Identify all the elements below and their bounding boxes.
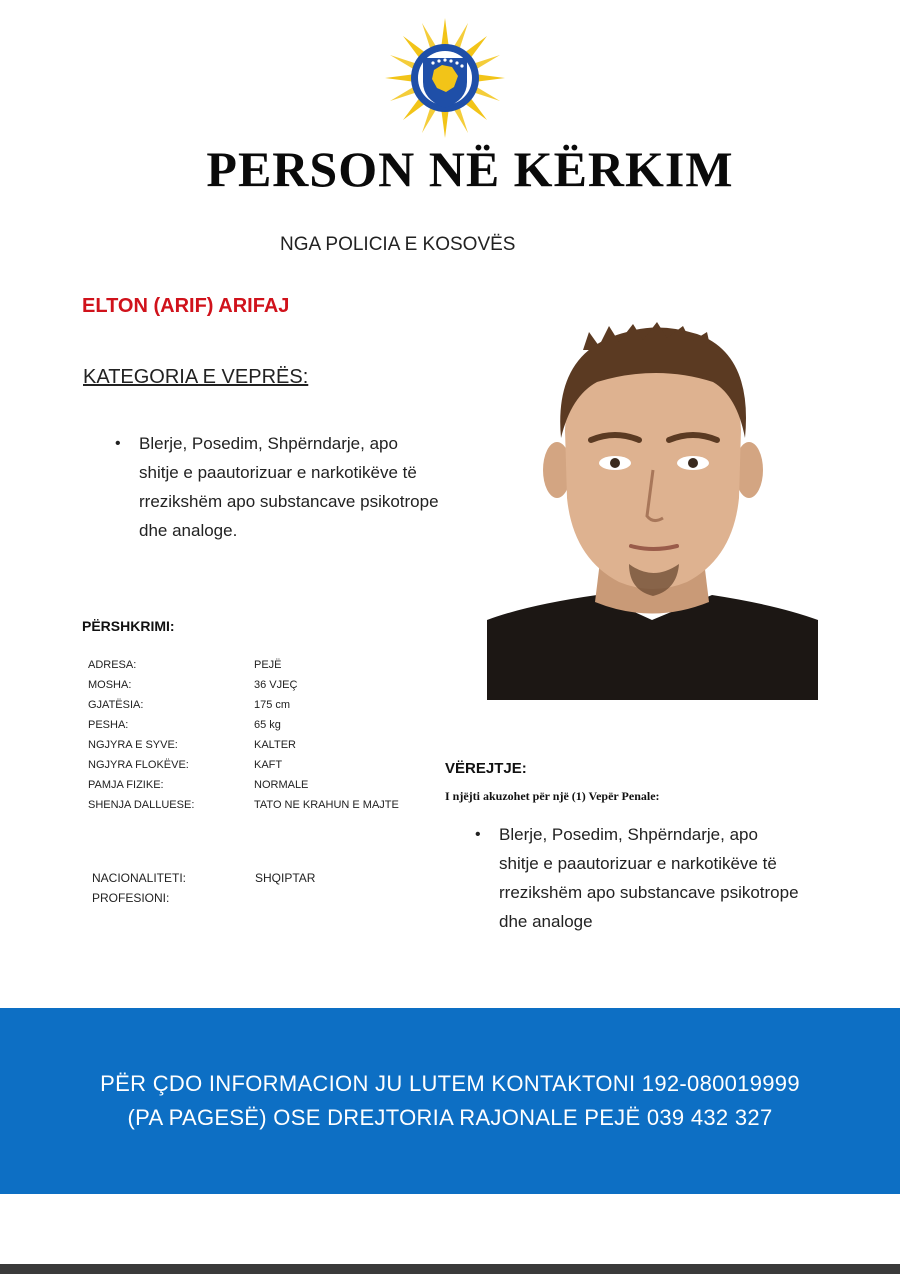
list-item: • Blerje, Posedim, Shpërndarje, apo shitje e paautorizuar e narkotikëve të rrezikshëm apo substancave psikotrope dhe analoge <box>499 820 799 936</box>
bottom-edge-bar <box>0 1264 900 1274</box>
suspect-portrait <box>487 320 818 700</box>
remarks-note: I njëjti akuzohet për një (1) Vepër Penale: <box>445 789 660 803</box>
page-title: PERSON NË KËRKIM <box>206 141 734 197</box>
offense-category-heading: KATEGORIA E VEPRËS: <box>83 366 309 388</box>
description-value: 175 cm <box>254 699 291 711</box>
kosovo-police-logo <box>380 14 510 138</box>
description-value: TATO NE KRAHUN E MAJTE <box>254 799 399 811</box>
description-value: 36 VJEÇ <box>254 679 298 691</box>
list-item: • Blerje, Posedim, Shpërndarje, apo shitje e paautorizuar e narkotikëve të rrezikshëm apo substancave psikotrope dhe analoge. <box>139 429 439 545</box>
description-label: PROFESIONI: <box>92 891 170 905</box>
police-star-emblem <box>380 14 510 138</box>
suspect-photo <box>487 320 818 700</box>
page-subtitle: NGA POLICIA E KOSOVËS <box>280 234 516 255</box>
description-label: ADRESA: <box>88 659 137 671</box>
description-label: NACIONALITETI: <box>92 871 187 885</box>
description-label: PAMJA FIZIKE: <box>88 779 164 791</box>
description-value: KAFT <box>254 759 283 771</box>
description-value: 65 kg <box>254 719 281 731</box>
description-label: PESHA: <box>88 719 129 731</box>
description-label: MOSHA: <box>88 679 132 691</box>
description-label: NGJYRA FLOKËVE: <box>88 759 189 771</box>
description-label: GJATËSIA: <box>88 699 144 711</box>
description-value: NORMALE <box>254 779 309 791</box>
description-label: NGJYRA E SYVE: <box>88 739 178 751</box>
offense-category-list <box>139 429 439 545</box>
description-heading: PËRSHKRIMI: <box>82 618 175 634</box>
wanted-person-name: ELTON (ARIF) ARIFAJ <box>82 295 290 317</box>
description-value: SHQIPTAR <box>255 871 316 885</box>
contact-info-text: PËR ÇDO INFORMACION JU LUTEM KONTAKTONI 192-080019999 (PA PAGESË) OSE DREJTORIA RAJONALE PEJË 039 432 327 <box>100 1071 800 1130</box>
description-value: PEJË <box>254 659 282 671</box>
description-value: KALTER <box>254 739 296 751</box>
remarks-heading: VËREJTJE: <box>445 760 527 777</box>
description-label: SHENJA DALLUESE: <box>88 799 195 811</box>
remarks-list <box>499 820 799 936</box>
contact-footer-band <box>0 1008 900 1194</box>
